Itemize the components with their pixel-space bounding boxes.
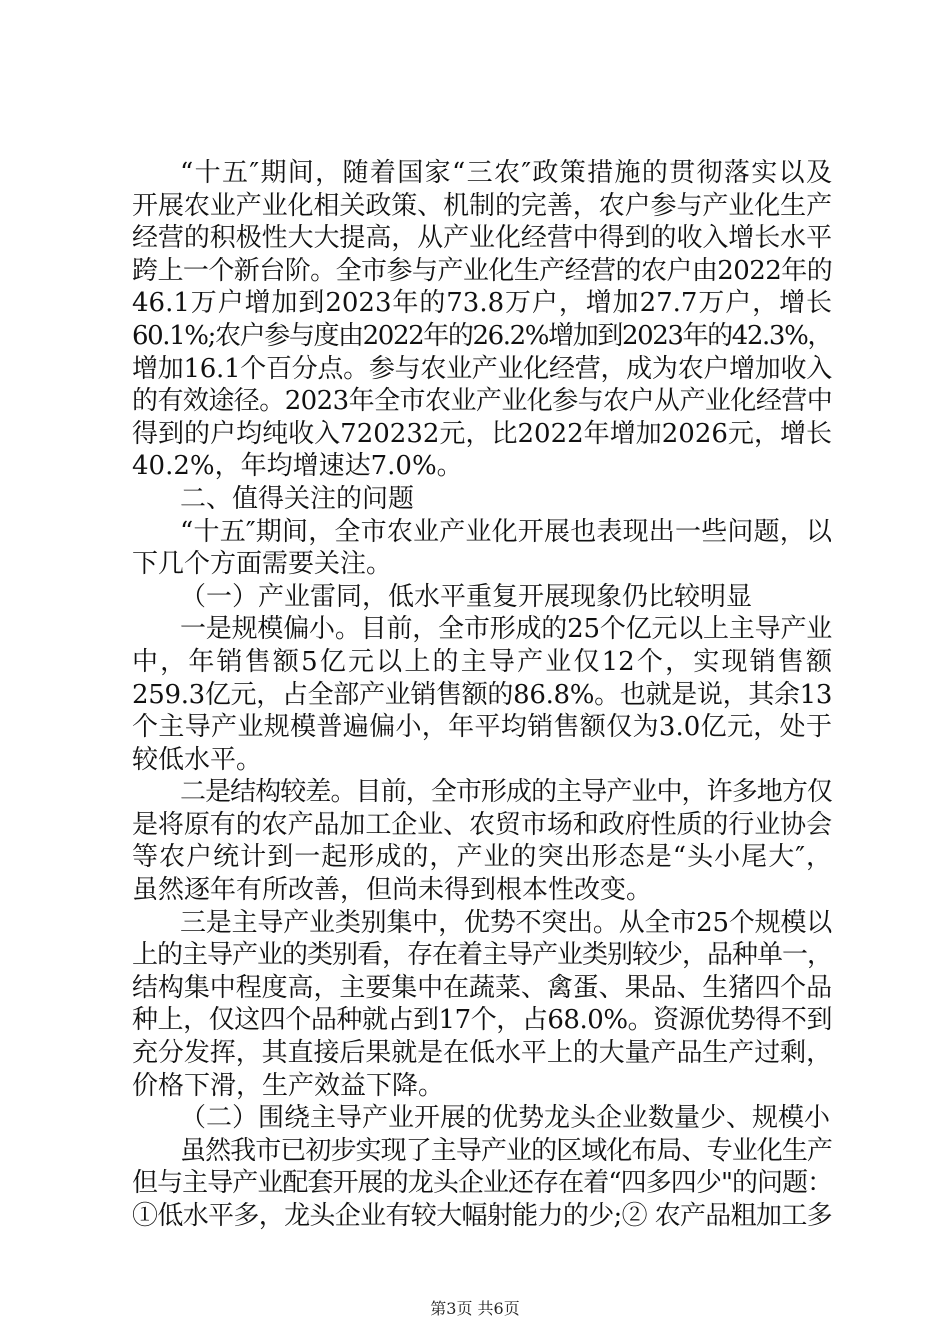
text-line: 价格下滑，生产效益下降。 — [132, 1070, 445, 1101]
text-line: 虽然逐年有所改善，但尚未得到根本性改变。 — [132, 875, 653, 906]
text-line: 增加16.1个百分点。参与农业产业化经营，成为农户增加收入 — [132, 353, 832, 384]
text-line: 60.1%;农户参与度由2022年的26.2%增加到2023年的42.3%， — [132, 320, 832, 351]
text-line: 259.3亿元，占全部产业销售额的86.8%。也就是说，其余13 — [132, 679, 833, 710]
text-line: 种上，仅这四个品种就占到17个，占68.0%。资源优势得不到 — [132, 1005, 832, 1036]
text-line: 46.1万户增加到2023年的73.8万户，增加27.7万户，增长 — [132, 288, 832, 319]
text-line: 中，年销售额5亿元以上的主导产业仅12个，实现销售额 — [132, 646, 832, 677]
text-line: 虽然我市已初步实现了主导产业的区域化布局、专业化生产 — [180, 1135, 833, 1166]
text-line: 跨上一个新台阶。全市参与产业化生产经营的农户由2022年的 — [132, 255, 833, 286]
text-line: 结构集中程度高，主要集中在蔬菜、禽蛋、果品、生猪四个品 — [132, 972, 833, 1003]
text-line: 开展农业产业化相关政策、机制的完善，农户参与产业化生产 — [132, 190, 833, 221]
text-line: 下几个方面需要关注。 — [132, 549, 393, 580]
text-line: 得到的户均纯收入720232元，比2022年增加2026元，增长 — [132, 418, 832, 449]
page-footer: 第3页 共6页 — [430, 1299, 520, 1318]
text-line: 较低水平。 — [132, 744, 263, 775]
text-line: “十五″期间，随着国家“三农″政策措施的贯彻落实以及 — [180, 158, 832, 188]
text-line: “十五″期间，全市农业产业化开展也表现出一些问题，以 — [180, 516, 832, 547]
text-line: ①低水平多，龙头企业有较大幅射能力的少;② 农产品粗加工多 — [132, 1201, 833, 1231]
text-line: 二、值得关注的问题 — [180, 483, 415, 514]
text-line: 但与主导产业配套开展的龙头企业还存在着“四多四少"的问题： — [132, 1168, 833, 1199]
text-line: 等农户统计到一起形成的，产业的突出形态是“头小尾大″， — [132, 842, 832, 873]
text-line: 三是主导产业类别集中，优势不突出。从全市25个规模以 — [180, 907, 833, 938]
document-body — [132, 157, 832, 1233]
text-line: （二）围绕主导产业开展的优势龙头企业数量少、规模小 — [180, 1103, 831, 1134]
text-line: 个主导产业规模普遍偏小，年平均销售额仅为3.0亿元，处于 — [132, 712, 832, 743]
text-line: 40.2%，年均增速达7.0%。 — [132, 451, 463, 482]
text-line: 的有效途径。2023年全市农业产业化参与农户从产业化经营中 — [132, 386, 833, 417]
text-line: 一是规模偏小。目前，全市形成的25个亿元以上主导产业 — [180, 614, 833, 645]
text-line: （一）产业雷同，低水平重复开展现象仍比较明显 — [180, 581, 753, 612]
text-line: 充分发挥，其直接后果就是在低水平上的大量产品生产过剩， — [132, 1038, 833, 1069]
text-line: 上的主导产业的类别看，存在着主导产业类别较少，品种单一， — [132, 940, 833, 971]
text-line: 经营的积极性大大提高，从产业化经营中得到的收入增长水平 — [132, 223, 833, 254]
text-line: 二是结构较差。目前，全市形成的主导产业中，许多地方仅 — [180, 777, 833, 808]
text-line: 是将原有的农产品加工企业、农贸市场和政府性质的行业协会 — [132, 809, 833, 840]
